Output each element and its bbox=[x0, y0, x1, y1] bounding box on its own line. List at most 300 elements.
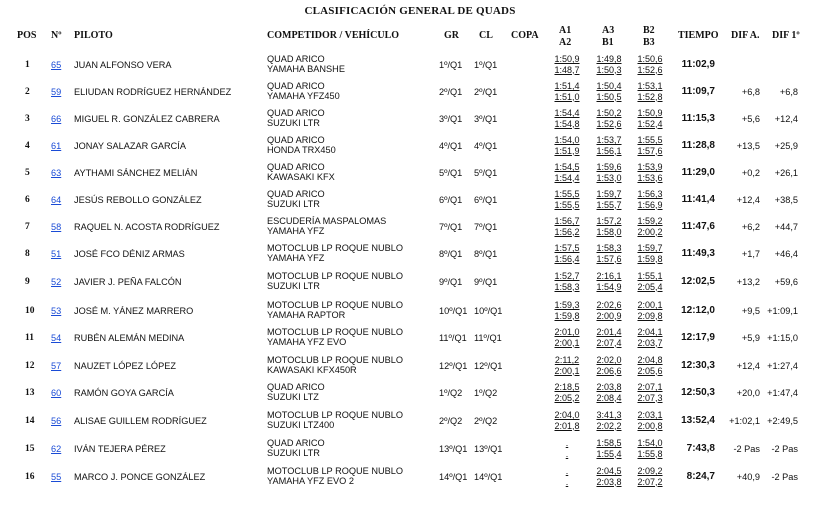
laps-b2-b3 bbox=[635, 162, 665, 183]
bib-number[interactable] bbox=[51, 444, 61, 454]
gap-previous: +6,8 bbox=[741, 87, 760, 97]
group-rank: 2º/Q1 bbox=[439, 87, 463, 97]
lap-a1: 1:54,5 bbox=[554, 162, 580, 172]
laps-a1-a2 bbox=[552, 189, 582, 210]
lap-b1: 2:02,2 bbox=[596, 420, 622, 431]
lap-a2: 1:56,2 bbox=[554, 226, 580, 237]
lap-b2: 2:09,2 bbox=[637, 466, 663, 476]
lap-b1: 1:58,0 bbox=[596, 226, 622, 237]
gap-leader: +38,5 bbox=[774, 195, 798, 205]
lap-b2: 1:53,1 bbox=[637, 81, 663, 91]
total-time: 12:02,5 bbox=[681, 276, 715, 287]
lap-a3: 2:16,1 bbox=[596, 271, 622, 281]
table-row bbox=[0, 464, 820, 491]
lap-a1: . bbox=[565, 466, 569, 476]
pilot-name: ELIUDAN RODRÍGUEZ HERNÁNDEZ bbox=[74, 87, 232, 97]
lap-a1: 1:59,3 bbox=[554, 300, 580, 310]
laps-a3-b1 bbox=[594, 135, 624, 156]
lap-b2: 2:04,1 bbox=[637, 327, 663, 337]
lap-a1: 1:54,4 bbox=[554, 108, 580, 118]
lap-b3: 1:55,8 bbox=[637, 448, 663, 459]
position: 1 bbox=[25, 60, 30, 70]
vehicle: KAWASAKI KFX bbox=[267, 172, 335, 182]
lap-a2: 1:56,4 bbox=[554, 253, 580, 264]
lap-a3: 1:49,8 bbox=[596, 54, 622, 64]
gap-leader: +2:49,5 bbox=[767, 416, 798, 426]
group-rank: 12º/Q1 bbox=[439, 361, 468, 371]
bib-number-link[interactable]: 61 bbox=[51, 141, 62, 151]
competitor-vehicle bbox=[267, 216, 386, 236]
group-rank: 6º/Q1 bbox=[439, 195, 463, 205]
vehicle: YAMAHA YFZ450 bbox=[267, 91, 340, 101]
bib-number[interactable] bbox=[51, 195, 61, 205]
laps-a1-a2 bbox=[552, 271, 582, 292]
class-rank: 1º/Q1 bbox=[474, 60, 498, 70]
laps-b2-b3 bbox=[635, 243, 665, 264]
position: 4 bbox=[25, 141, 30, 151]
lap-b1: 2:08,4 bbox=[596, 392, 622, 403]
vehicle: SUZUKI LTZ400 bbox=[267, 420, 335, 430]
lap-b2: 1:55,1 bbox=[637, 271, 663, 281]
lap-a3: 1:53,7 bbox=[596, 135, 622, 145]
lap-a2: 2:00,1 bbox=[554, 337, 580, 348]
lap-b1: 1:56,1 bbox=[596, 145, 622, 156]
total-time: 11:28,8 bbox=[681, 140, 715, 151]
competitor-vehicle bbox=[267, 243, 403, 263]
table-row bbox=[0, 214, 820, 241]
position: 6 bbox=[25, 195, 30, 205]
total-time: 12:12,0 bbox=[681, 305, 715, 316]
bib-number-link[interactable]: 57 bbox=[51, 361, 62, 371]
laps-a3-b1 bbox=[594, 216, 624, 237]
pilot-name: JUAN ALFONSO VERA bbox=[74, 60, 172, 70]
laps-a1-a2 bbox=[552, 243, 582, 264]
gap-previous: +6,2 bbox=[741, 222, 760, 232]
gap-previous: -2 Pas bbox=[733, 444, 760, 454]
pilot-name: RAMÓN GOYA GARCÍA bbox=[74, 388, 174, 398]
class-rank: 7º/Q1 bbox=[474, 222, 498, 232]
position: 13 bbox=[25, 388, 35, 398]
class-rank: 2º/Q2 bbox=[474, 416, 498, 426]
class-rank: 1º/Q2 bbox=[474, 388, 498, 398]
lap-a2: . bbox=[565, 448, 569, 459]
header-competidor: COMPETIDOR / VEHÍCULO bbox=[267, 30, 400, 41]
laps-a1-a2 bbox=[552, 327, 582, 348]
table-row bbox=[0, 160, 820, 187]
laps-b2-b3 bbox=[635, 327, 665, 348]
lap-a2: 2:00,1 bbox=[554, 365, 580, 376]
lap-b2: 1:53,9 bbox=[637, 162, 663, 172]
pilot-name: RUBÉN ALEMÁN MEDINA bbox=[74, 333, 185, 343]
lap-a3: 1:59,6 bbox=[596, 162, 622, 172]
position: 3 bbox=[25, 114, 30, 124]
total-time: 11:15,3 bbox=[681, 113, 715, 124]
lap-a2: 1:51,9 bbox=[554, 145, 580, 156]
competitor-vehicle bbox=[267, 162, 335, 182]
bib-number-link[interactable]: 59 bbox=[51, 87, 62, 97]
lap-b3: 1:56,9 bbox=[637, 199, 663, 210]
vehicle: SUZUKI LTR bbox=[267, 281, 320, 291]
laps-a3-b1 bbox=[594, 54, 624, 75]
gap-leader: +1:27,4 bbox=[767, 361, 798, 371]
laps-a3-b1 bbox=[594, 466, 624, 487]
table-row bbox=[0, 353, 820, 380]
competitor-vehicle bbox=[267, 438, 325, 458]
pilot-name: JAVIER J. PEÑA FALCÓN bbox=[74, 277, 182, 287]
lap-b3: 2:03,7 bbox=[637, 337, 663, 348]
laps-a1-a2 bbox=[552, 410, 582, 431]
bib-number-link[interactable]: 66 bbox=[51, 114, 62, 124]
competitor: MOTOCLUB LP ROQUE NUBLO bbox=[267, 300, 403, 310]
pilot-name: NAUZET LÓPEZ LÓPEZ bbox=[74, 361, 176, 371]
competitor-vehicle bbox=[267, 135, 336, 155]
page-title: CLASIFICACIÓN GENERAL DE QUADS bbox=[304, 5, 516, 17]
lap-b1: 1:50,3 bbox=[596, 64, 622, 75]
lap-b3: 2:07,2 bbox=[637, 476, 663, 487]
gap-leader: +1:47,4 bbox=[767, 388, 798, 398]
vehicle: YAMAHA YFZ bbox=[267, 253, 325, 263]
gap-leader: +1:09,1 bbox=[767, 306, 798, 316]
competitor: MOTOCLUB LP ROQUE NUBLO bbox=[267, 355, 403, 365]
group-rank: 2º/Q2 bbox=[439, 416, 463, 426]
position: 14 bbox=[25, 416, 35, 426]
lap-a2: 2:05,2 bbox=[554, 392, 580, 403]
header-a1: A1 bbox=[559, 25, 572, 36]
competitor-vehicle bbox=[267, 382, 325, 402]
bib-number[interactable] bbox=[51, 277, 61, 287]
table-row bbox=[0, 241, 820, 268]
competitor-vehicle bbox=[267, 54, 345, 74]
class-rank: 2º/Q1 bbox=[474, 87, 498, 97]
header-tiempo: TIEMPO bbox=[678, 30, 719, 41]
lap-a3: 1:57,2 bbox=[596, 216, 622, 226]
lap-a2: 1:58,3 bbox=[554, 281, 580, 292]
table-row bbox=[0, 436, 820, 463]
pilot-name: JOSÉ M. YÁNEZ MARRERO bbox=[74, 306, 194, 316]
gap-leader: +26,1 bbox=[774, 168, 798, 178]
laps-b2-b3 bbox=[635, 355, 665, 376]
bib-number-link[interactable]: 52 bbox=[51, 277, 62, 287]
lap-a1: 1:52,7 bbox=[554, 271, 580, 281]
lap-a1: 1:50,9 bbox=[554, 54, 580, 64]
competitor: MOTOCLUB LP ROQUE NUBLO bbox=[267, 271, 403, 281]
group-rank: 4º/Q1 bbox=[439, 141, 463, 151]
lap-a1: . bbox=[565, 438, 569, 448]
bib-number[interactable] bbox=[51, 388, 61, 398]
lap-b3: 1:52,8 bbox=[637, 91, 663, 102]
vehicle: HONDA TRX450 bbox=[267, 145, 336, 155]
bib-number-link[interactable]: 55 bbox=[51, 472, 62, 482]
lap-b3: 2:07,3 bbox=[637, 392, 663, 403]
bib-number-link[interactable]: 51 bbox=[51, 249, 62, 259]
header-dif-1: DIF 1º bbox=[772, 30, 800, 41]
bib-number[interactable] bbox=[51, 361, 61, 371]
gap-leader: +46,4 bbox=[774, 249, 798, 259]
vehicle: SUZUKI LTR bbox=[267, 448, 320, 458]
competitor: ESCUDERÍA MASPALOMAS bbox=[267, 216, 387, 226]
competitor: MOTOCLUB LP ROQUE NUBLO bbox=[267, 243, 403, 253]
pilot-name: JESÚS REBOLLO GONZÁLEZ bbox=[74, 195, 202, 205]
bib-number[interactable] bbox=[51, 306, 61, 316]
class-rank: 6º/Q1 bbox=[474, 195, 498, 205]
bib-number-link[interactable]: 53 bbox=[51, 306, 62, 316]
bib-number-link[interactable]: 64 bbox=[51, 195, 62, 205]
lap-b3: 2:05,6 bbox=[637, 365, 663, 376]
lap-b3: 1:52,4 bbox=[637, 118, 663, 129]
pilot-name: IVÁN TEJERA PÉREZ bbox=[74, 444, 166, 454]
header-copa: COPA bbox=[511, 30, 539, 41]
laps-a1-a2 bbox=[552, 162, 582, 183]
group-rank: 14º/Q1 bbox=[439, 472, 468, 482]
laps-b2-b3 bbox=[635, 135, 665, 156]
gap-previous: +5,6 bbox=[741, 114, 760, 124]
gap-previous: +1:02,1 bbox=[729, 416, 760, 426]
laps-b2-b3 bbox=[635, 54, 665, 75]
header-cl: CL bbox=[479, 30, 493, 41]
bib-number[interactable] bbox=[51, 87, 61, 97]
group-rank: 1º/Q2 bbox=[439, 388, 463, 398]
laps-a3-b1 bbox=[594, 162, 624, 183]
table-row bbox=[0, 380, 820, 407]
lap-b2: 1:55,5 bbox=[637, 135, 663, 145]
gap-leader: +59,6 bbox=[774, 277, 798, 287]
laps-a3-b1 bbox=[594, 300, 624, 321]
header-b1: B1 bbox=[602, 37, 614, 48]
lap-a2: 1:54,8 bbox=[554, 118, 580, 129]
class-rank: 10º/Q1 bbox=[474, 306, 503, 316]
table-row bbox=[0, 133, 820, 160]
bib-number[interactable] bbox=[51, 222, 61, 232]
laps-b2-b3 bbox=[635, 108, 665, 129]
lap-a2: 1:54,4 bbox=[554, 172, 580, 183]
lap-b2: 1:56,3 bbox=[637, 189, 663, 199]
lap-b2: 1:59,7 bbox=[637, 243, 663, 253]
lap-b2: 1:54,0 bbox=[637, 438, 663, 448]
header-b3: B3 bbox=[643, 37, 655, 48]
gap-leader: +44,7 bbox=[774, 222, 798, 232]
competitor: QUAD ARICO bbox=[267, 189, 325, 199]
table-row bbox=[0, 325, 820, 352]
lap-a1: 1:51,4 bbox=[554, 81, 580, 91]
table-row bbox=[0, 79, 820, 106]
position: 5 bbox=[25, 168, 30, 178]
lap-a3: 2:02,6 bbox=[596, 300, 622, 310]
bib-number[interactable] bbox=[51, 141, 61, 151]
vehicle: YAMAHA YFZ EVO bbox=[267, 337, 347, 347]
laps-b2-b3 bbox=[635, 216, 665, 237]
lap-b2: 1:50,9 bbox=[637, 108, 663, 118]
lap-a3: 2:01,4 bbox=[596, 327, 622, 337]
laps-b2-b3 bbox=[635, 189, 665, 210]
laps-b2-b3 bbox=[635, 382, 665, 403]
bib-number-link[interactable]: 62 bbox=[51, 444, 62, 454]
lap-b3: 2:00,2 bbox=[637, 226, 663, 237]
vehicle: YAMAHA YFZ EVO 2 bbox=[267, 476, 354, 486]
bib-number[interactable] bbox=[51, 114, 61, 124]
lap-b2: 2:00,1 bbox=[637, 300, 663, 310]
position: 10 bbox=[25, 306, 35, 316]
gap-previous: +12,4 bbox=[736, 195, 760, 205]
lap-a1: 1:54,0 bbox=[554, 135, 580, 145]
laps-a3-b1 bbox=[594, 189, 624, 210]
pilot-name: AYTHAMI SÁNCHEZ MELIÁN bbox=[74, 168, 198, 178]
total-time: 11:49,3 bbox=[681, 248, 715, 259]
gap-previous: +5,9 bbox=[741, 333, 760, 343]
lap-b3: 1:59,8 bbox=[637, 253, 663, 264]
competitor-vehicle bbox=[267, 300, 403, 320]
vehicle: SUZUKI LTR bbox=[267, 199, 320, 209]
laps-a1-a2 bbox=[552, 216, 582, 237]
laps-a3-b1 bbox=[594, 81, 624, 102]
pilot-name: MARCO J. PONCE GONZÁLEZ bbox=[74, 472, 206, 482]
bib-number-link[interactable]: 56 bbox=[51, 416, 62, 426]
vehicle: YAMAHA RAPTOR bbox=[267, 310, 346, 320]
gap-leader: +12,4 bbox=[774, 114, 798, 124]
competitor-vehicle bbox=[267, 108, 325, 128]
group-rank: 9º/Q1 bbox=[439, 277, 463, 287]
lap-b3: 2:09,8 bbox=[637, 310, 663, 321]
gap-previous: +1,7 bbox=[741, 249, 760, 259]
position: 15 bbox=[25, 444, 35, 454]
class-rank: 9º/Q1 bbox=[474, 277, 498, 287]
lap-a3: 2:04,5 bbox=[596, 466, 622, 476]
bib-number-link[interactable]: 58 bbox=[51, 222, 62, 232]
competitor: QUAD ARICO bbox=[267, 382, 325, 392]
lap-a2: 1:59,8 bbox=[554, 310, 580, 321]
bib-number[interactable] bbox=[51, 333, 61, 343]
class-rank: 3º/Q1 bbox=[474, 114, 498, 124]
table-row bbox=[0, 52, 820, 79]
lap-a2: 1:48,7 bbox=[554, 64, 580, 75]
lap-b2: 1:59,2 bbox=[637, 216, 663, 226]
bib-number[interactable] bbox=[51, 60, 61, 70]
total-time: 12:50,3 bbox=[681, 387, 715, 398]
group-rank: 10º/Q1 bbox=[439, 306, 468, 316]
lap-b2: 2:03,1 bbox=[637, 410, 663, 420]
group-rank: 1º/Q1 bbox=[439, 60, 463, 70]
position: 2 bbox=[25, 87, 30, 97]
competitor: QUAD ARICO bbox=[267, 108, 325, 118]
competitor-vehicle bbox=[267, 271, 403, 291]
table-row bbox=[0, 298, 820, 325]
lap-b1: 1:55,7 bbox=[596, 199, 622, 210]
lap-b3: 1:52,6 bbox=[637, 64, 663, 75]
competitor-vehicle bbox=[267, 327, 403, 347]
competitor: QUAD ARICO bbox=[267, 135, 325, 145]
class-rank: 4º/Q1 bbox=[474, 141, 498, 151]
header-pos: POS bbox=[17, 30, 37, 41]
competitor: QUAD ARICO bbox=[267, 438, 325, 448]
lap-b1: 1:55,4 bbox=[596, 448, 622, 459]
bib-number[interactable] bbox=[51, 168, 61, 178]
bib-number-link[interactable]: 65 bbox=[51, 60, 62, 70]
laps-a3-b1 bbox=[594, 382, 624, 403]
lap-b3: 2:05,4 bbox=[637, 281, 663, 292]
competitor-vehicle bbox=[267, 81, 340, 101]
gap-leader: +6,8 bbox=[779, 87, 798, 97]
class-rank: 13º/Q1 bbox=[474, 444, 503, 454]
bib-number-link[interactable]: 60 bbox=[51, 388, 62, 398]
position: 11 bbox=[25, 333, 34, 343]
header-b2: B2 bbox=[643, 25, 655, 36]
laps-b2-b3 bbox=[635, 466, 665, 487]
lap-a1: 2:04,0 bbox=[554, 410, 580, 420]
class-rank: 14º/Q1 bbox=[474, 472, 503, 482]
vehicle: SUZUKI LTR bbox=[267, 118, 320, 128]
lap-b1: 2:07,4 bbox=[596, 337, 622, 348]
gap-previous: +12,4 bbox=[736, 361, 760, 371]
group-rank: 8º/Q1 bbox=[439, 249, 463, 259]
gap-previous: +13,2 bbox=[736, 277, 760, 287]
laps-a1-a2 bbox=[552, 300, 582, 321]
lap-b1: 2:06,6 bbox=[596, 365, 622, 376]
header-piloto: PILOTO bbox=[74, 30, 113, 41]
class-rank: 8º/Q1 bbox=[474, 249, 498, 259]
header-dif-a: DIF A. bbox=[731, 30, 760, 41]
lap-a3: 1:50,2 bbox=[596, 108, 622, 118]
header-a3: A3 bbox=[602, 25, 615, 36]
laps-b2-b3 bbox=[635, 81, 665, 102]
laps-a3-b1 bbox=[594, 327, 624, 348]
laps-a1-a2 bbox=[552, 438, 582, 459]
pilot-name: JOSÉ FCO DÉNIZ ARMAS bbox=[74, 249, 185, 259]
laps-a3-b1 bbox=[594, 243, 624, 264]
total-time: 11:41,4 bbox=[681, 194, 715, 205]
laps-b2-b3 bbox=[635, 438, 665, 459]
group-rank: 7º/Q1 bbox=[439, 222, 463, 232]
lap-b1: 2:00,9 bbox=[596, 310, 622, 321]
lap-b3: 2:00,8 bbox=[637, 420, 663, 431]
table-row bbox=[0, 106, 820, 133]
pilot-name: RAQUEL N. ACOSTA RODRÍGUEZ bbox=[74, 222, 220, 232]
position: 7 bbox=[25, 222, 30, 232]
lap-b1: 1:57,6 bbox=[596, 253, 622, 264]
total-time: 11:47,6 bbox=[681, 221, 715, 232]
lap-a3: 3:41,3 bbox=[596, 410, 622, 420]
lap-a3: 2:02,0 bbox=[596, 355, 622, 365]
bib-number[interactable] bbox=[51, 416, 61, 426]
lap-a1: 2:18,5 bbox=[554, 382, 580, 392]
laps-a1-a2 bbox=[552, 355, 582, 376]
lap-b3: 1:57,6 bbox=[637, 145, 663, 156]
gap-leader: +1:15,0 bbox=[767, 333, 798, 343]
lap-b3: 1:53,6 bbox=[637, 172, 663, 183]
lap-b2: 2:07,1 bbox=[637, 382, 663, 392]
competitor: QUAD ARICO bbox=[267, 54, 325, 64]
laps-a3-b1 bbox=[594, 410, 624, 431]
bib-number-link[interactable]: 54 bbox=[51, 333, 62, 343]
laps-a1-a2 bbox=[552, 54, 582, 75]
bib-number[interactable] bbox=[51, 472, 61, 482]
bib-number[interactable] bbox=[51, 249, 61, 259]
header-a2: A2 bbox=[559, 37, 572, 48]
total-time: 13:52,4 bbox=[681, 415, 715, 426]
vehicle: SUZUKI LTZ bbox=[267, 392, 319, 402]
group-rank: 3º/Q1 bbox=[439, 114, 463, 124]
vehicle: YAMAHA BANSHE bbox=[267, 64, 345, 74]
competitor: MOTOCLUB LP ROQUE NUBLO bbox=[267, 327, 403, 337]
total-time: 7:43,8 bbox=[686, 443, 715, 454]
position: 16 bbox=[25, 472, 35, 482]
competitor: MOTOCLUB LP ROQUE NUBLO bbox=[267, 466, 403, 476]
competitor: MOTOCLUB LP ROQUE NUBLO bbox=[267, 410, 403, 420]
competitor-vehicle bbox=[267, 410, 403, 430]
lap-a3: 1:59,7 bbox=[596, 189, 622, 199]
bib-number-link[interactable]: 63 bbox=[51, 168, 62, 178]
total-time: 11:02,9 bbox=[681, 59, 715, 70]
gap-previous: +13,5 bbox=[736, 141, 760, 151]
lap-a3: 1:58,3 bbox=[596, 243, 622, 253]
